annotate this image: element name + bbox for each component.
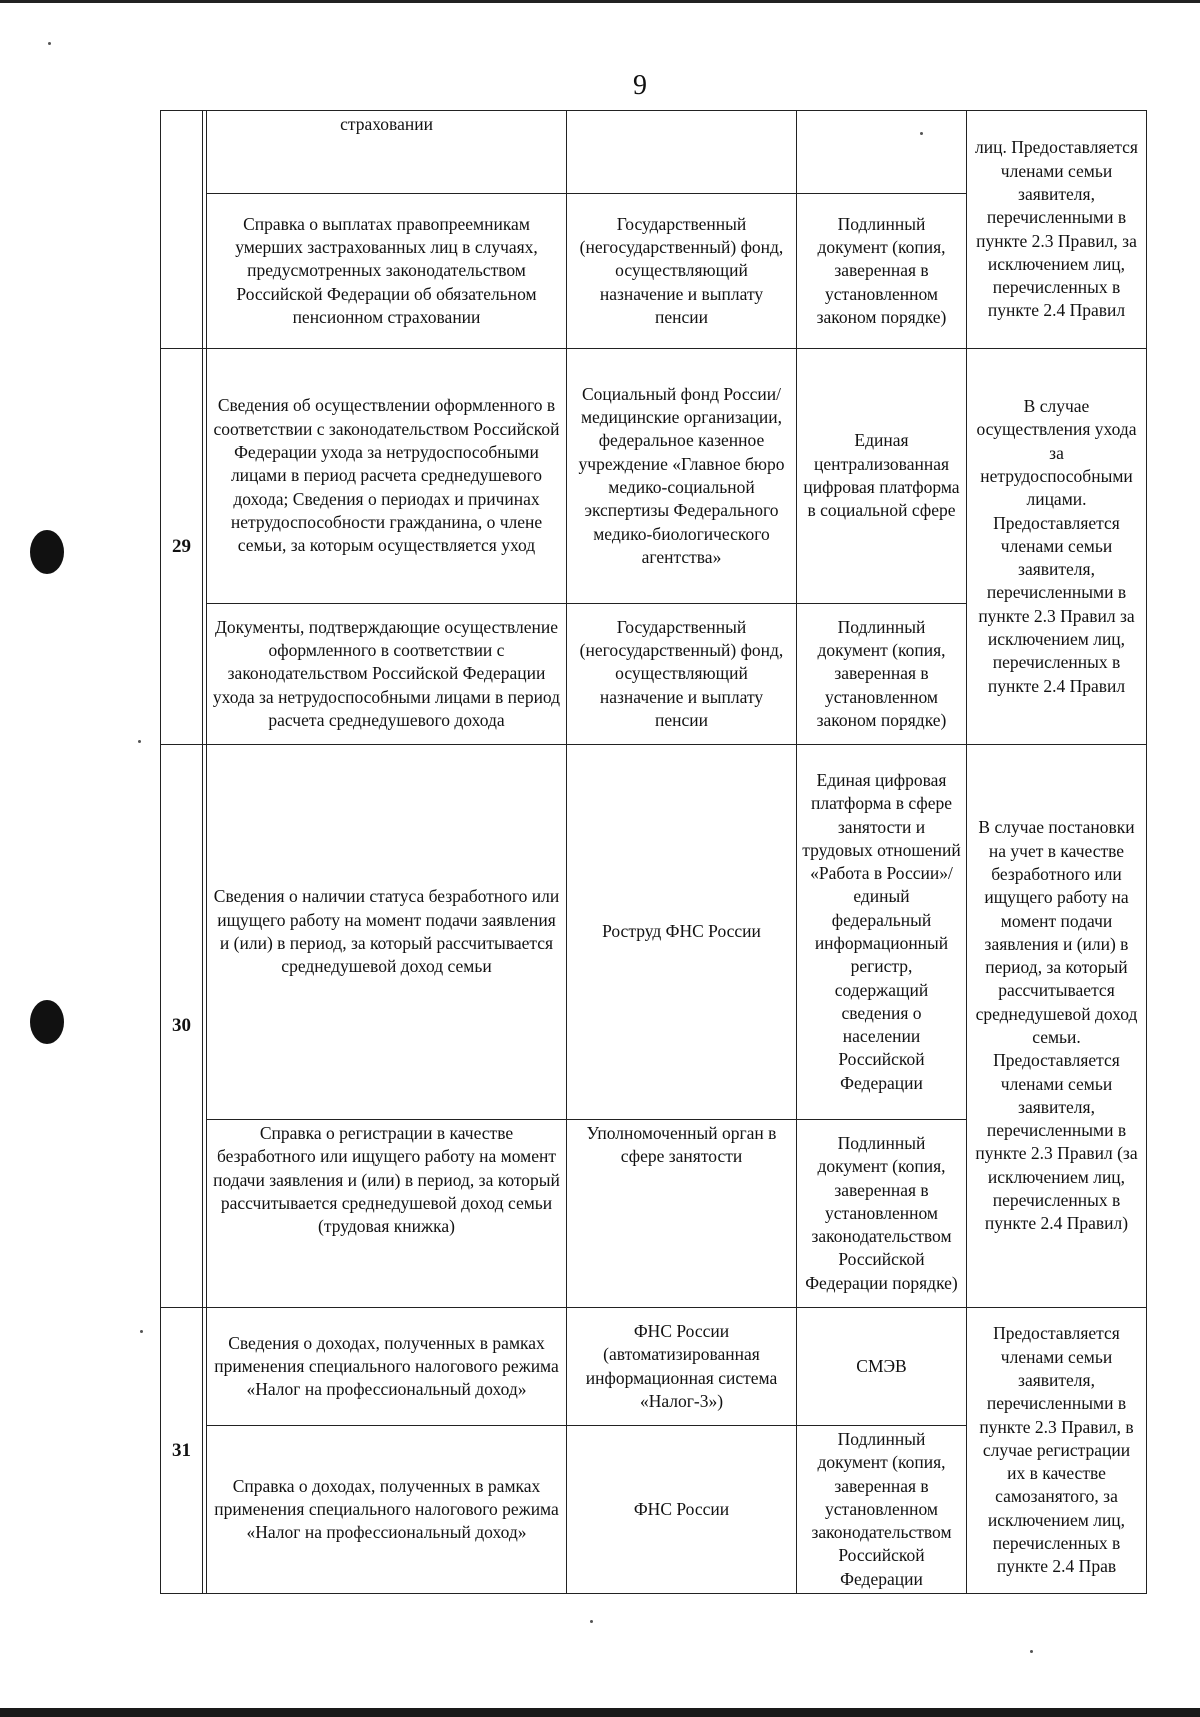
method-cell: Подлинный документ (копия, заверенная в установленном законодательством Российской Федерации bbox=[797, 1426, 967, 1594]
row-number-cell: 31 bbox=[161, 1308, 203, 1594]
row-number-cell bbox=[161, 111, 203, 349]
punch-hole-top bbox=[30, 530, 64, 574]
row-number-cell: 30 bbox=[161, 745, 203, 1308]
documents-table bbox=[160, 110, 1147, 1594]
table-row bbox=[161, 745, 1147, 1120]
source-cell: ФНС России bbox=[567, 1426, 797, 1594]
method-cell: Подлинный документ (копия, заверенная в установленном законом порядке) bbox=[797, 604, 967, 745]
method-cell: Единая цифровая платформа в сфере занятости и трудовых отношений «Работа в России»/ единый федеральный информационный регистр, содержащий сведения о населении Российской Федерации bbox=[797, 745, 967, 1120]
method-cell: Подлинный документ (копия, заверенная в установленном законодательством Российской Федерации порядке) bbox=[797, 1120, 967, 1308]
row-number-cell: 29 bbox=[161, 349, 203, 745]
scan-speck bbox=[140, 1330, 143, 1333]
document-cell: Справка о доходах, полученных в рамках применения специального налогового режима «Налог на профессиональный доход» bbox=[207, 1426, 567, 1594]
document-cell: Справка о регистрации в качестве безработного или ищущего работу на момент подачи заявления и (или) в период, за который рассчитывается среднедушевой доход семьи (трудовая книжка) bbox=[207, 1120, 567, 1308]
document-cell: Документы, подтверждающие осуществление оформленного в соответствии с законодательством Российской Федерации ухода за нетрудоспособными лицами в период расчета среднедушевого дохода bbox=[207, 604, 567, 745]
method-cell: СМЭВ bbox=[797, 1308, 967, 1426]
scan-bottom-edge bbox=[0, 1708, 1200, 1717]
source-cell bbox=[567, 111, 797, 194]
method-cell: Единая централизованная цифровая платформа в социальной сфере bbox=[797, 349, 967, 604]
method-cell: Подлинный документ (копия, заверенная в установленном законом порядке) bbox=[797, 194, 967, 349]
document-cell: Сведения о доходах, полученных в рамках применения специального налогового режима «Налог на профессиональный доход» bbox=[207, 1308, 567, 1426]
source-cell: Уполномоченный орган в сфере занятости bbox=[567, 1120, 797, 1308]
table-row bbox=[161, 349, 1147, 604]
source-cell: ФНС России (автоматизированная информационная система «Налог-3») bbox=[567, 1308, 797, 1426]
document-cell: страховании bbox=[207, 111, 567, 194]
source-cell: Роструд ФНС России bbox=[567, 745, 797, 1120]
document-cell: Сведения об осуществлении оформленного в соответствии с законодательством Российской Федерации ухода за нетрудоспособными лицами в период расчета среднедушевого дохода; Сведения о периодах и причинах нетрудоспособности гражданина, о члене семьи, за которым осуществляется уход bbox=[207, 349, 567, 604]
note-cell: лиц. Предоставляется членами семьи заявителя, перечисленными в пункте 2.3 Правил, за исключением лиц, перечисленных в пункте 2.4 Правил bbox=[967, 111, 1147, 349]
source-cell: Социальный фонд России/медицинские организации, федеральное казенное учреждение «Главное бюро медико-социальной экспертизы Федерального медико-биологического агентства» bbox=[567, 349, 797, 604]
source-cell: Государственный (негосударственный) фонд, осуществляющий назначение и выплату пенсии bbox=[567, 194, 797, 349]
scan-speck bbox=[1030, 1650, 1033, 1653]
table-row bbox=[161, 1308, 1147, 1426]
scan-speck bbox=[590, 1620, 593, 1623]
source-cell: Государственный (негосударственный) фонд, осуществляющий назначение и выплату пенсии bbox=[567, 604, 797, 745]
scan-speck bbox=[48, 42, 51, 45]
scan-top-edge bbox=[0, 0, 1200, 3]
note-cell: В случае осуществления ухода за нетрудоспособными лицами. Предоставляется членами семьи заявителя, перечисленными в пункте 2.3 Правил за исключением лиц, перечисленных в пункте 2.4 Правил bbox=[967, 349, 1147, 745]
note-cell: В случае постановки на учет в качестве безработного или ищущего работу на момент подачи заявления и (или) в период, за который рассчитывается среднедушевой доход семьи. Предоставляется членами семьи заявителя, перечисленными в пункте 2.3 Правил (за исключением лиц, перечисленных в пункте 2.4 Правил) bbox=[967, 745, 1147, 1308]
scan-speck bbox=[138, 740, 141, 743]
document-cell: Справка о выплатах правопреемникам умерших застрахованных лиц в случаях, предусмотренных законодательством Российской Федерации об обязательном пенсионном страховании bbox=[207, 194, 567, 349]
page-number: 9 bbox=[633, 70, 647, 101]
note-cell: Предоставляется членами семьи заявителя, перечисленными в пункте 2.3 Правил, в случае регистрации их в качестве самозанятого, за исключением лиц, перечисленных в пункте 2.4 Прав bbox=[967, 1308, 1147, 1594]
punch-hole-bottom bbox=[30, 1000, 64, 1044]
method-cell bbox=[797, 111, 967, 194]
table-row bbox=[161, 111, 1147, 194]
document-cell: Сведения о наличии статуса безработного или ищущего работу на момент подачи заявления и (или) в период, за который рассчитывается среднедушевой доход семьи bbox=[207, 745, 567, 1120]
